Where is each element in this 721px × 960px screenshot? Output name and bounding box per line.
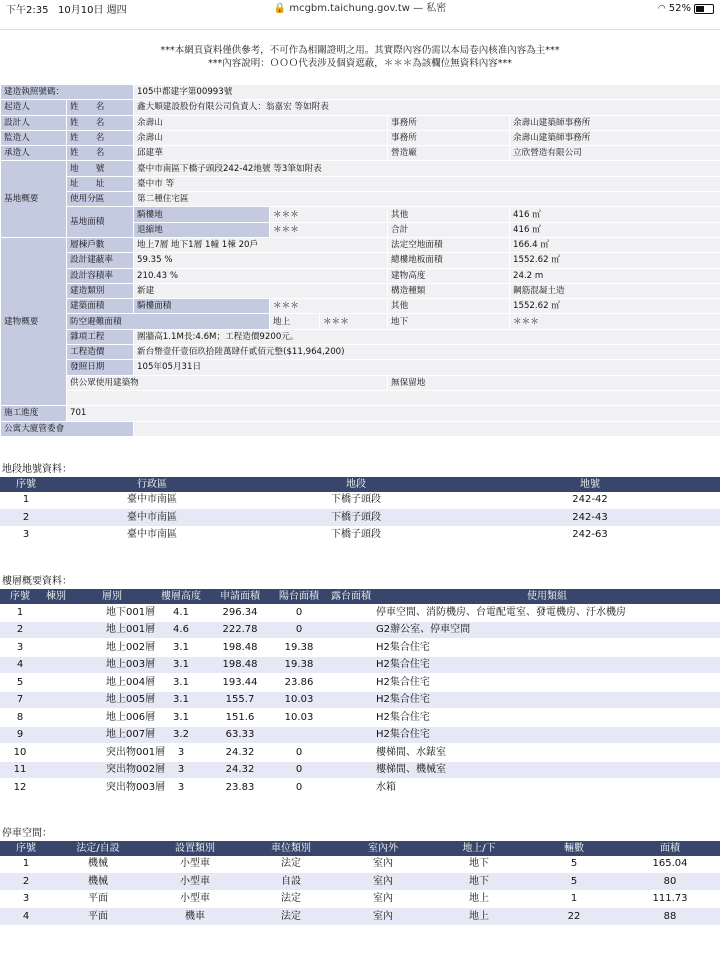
floors-row-cell: 23.83	[210, 779, 270, 797]
parking-row-cell: 地下	[430, 873, 528, 891]
misc-value: 圍牆高1.1M長:4.6M；工程造價9200元。	[134, 329, 721, 344]
row-lot	[1, 161, 721, 176]
land-row-cell: 242-43	[460, 509, 720, 527]
far-label: 設計容積率	[67, 268, 134, 283]
parking-col-type: 法定/自設	[52, 841, 144, 856]
height-label: 建物高度	[388, 268, 510, 283]
battery-percent: 52%	[668, 3, 691, 14]
floors-row-cell: 11	[0, 761, 40, 779]
floors-row-cell	[328, 639, 374, 657]
issue-value: 105年05月31日	[134, 360, 721, 375]
floors-row-cell: 10	[0, 744, 40, 762]
floors-row-cell: 193.44	[210, 674, 270, 692]
coverage-label: 設計建蔽率	[67, 253, 134, 268]
floors-row-cell	[328, 761, 374, 779]
blank-cell	[67, 390, 721, 405]
floors-col-terrace: 露台面積	[328, 589, 374, 604]
floors-row-cell	[40, 621, 72, 639]
land-col-index: 序號	[0, 477, 52, 492]
floors-row-cell: 3.1	[152, 674, 210, 692]
address-value: 臺中市 等	[134, 176, 721, 191]
land-row-cell: 臺中市南區	[52, 526, 252, 544]
floors-header-row	[0, 589, 720, 604]
designer-office: 余壽山建築師事務所	[510, 115, 721, 130]
row-designer	[1, 115, 721, 130]
parking-row-cell: 機車	[144, 908, 246, 926]
site-area-label: 基地面積	[67, 207, 134, 238]
floors-row-cell	[40, 674, 72, 692]
floors-row-cell: 23.86	[270, 674, 328, 692]
floors-row-cell	[328, 674, 374, 692]
floors-col-level: 層別	[72, 589, 152, 604]
parking-row-cell: 165.04	[620, 856, 720, 873]
progress-label: 施工進度	[1, 406, 67, 421]
land-row-cell: 下橋子頭段	[252, 509, 460, 527]
row-starter	[1, 100, 721, 115]
parking-col-indoor: 室內外	[336, 841, 430, 856]
floors-row-cell: 9	[0, 726, 40, 744]
zone-label: 使用分區	[67, 192, 134, 207]
floor-area-value: 1552.62 ㎡	[510, 253, 721, 268]
lot-value: 臺中市南區下橋子頭段242-42地號 等3筆如附表	[134, 161, 721, 176]
floors-row-cell: H2集合住宅	[374, 691, 720, 709]
parking-col-count: 輛數	[528, 841, 620, 856]
parking-header-row	[0, 841, 720, 856]
floors-row-cell: 2	[0, 621, 40, 639]
parking-row	[0, 873, 720, 891]
parking-row-cell: 法定	[246, 856, 336, 873]
cost-label: 工程造價	[67, 345, 134, 360]
floors-row-cell	[40, 761, 72, 779]
browser-toolbar	[0, 17, 720, 30]
floors-row-cell: 3.1	[152, 639, 210, 657]
floors-row-cell: 3.1	[152, 691, 210, 709]
floors-row-cell: 8	[0, 709, 40, 727]
floors-row-cell: 155.7	[210, 691, 270, 709]
name-label: 姓 名	[67, 100, 134, 115]
land-col-lot: 地號	[460, 477, 720, 492]
land-section-title: 地段地號資料：	[2, 463, 72, 475]
floors-row-cell: 水箱	[374, 779, 720, 797]
committee-label: 公寓大廈管委會	[1, 421, 134, 436]
structure-value: 鋼筋混凝土造	[510, 283, 721, 298]
floors-row-cell: 地上003層	[72, 656, 152, 674]
parking-row-cell: 80	[620, 873, 720, 891]
land-row	[0, 492, 720, 509]
contractor-label: 承造人	[1, 146, 67, 161]
floors-row-cell: 0	[270, 761, 328, 779]
permit-label: 建造執照號碼：	[1, 85, 134, 100]
parking-row-cell: 111.73	[620, 890, 720, 908]
floors-row-cell: 19.38	[270, 639, 328, 657]
floors-row-cell: 3.2	[152, 726, 210, 744]
battery-fill	[696, 6, 704, 12]
parking-row-cell: 自設	[246, 873, 336, 891]
parking-row-cell: 5	[528, 873, 620, 891]
other-label: 其他	[388, 207, 510, 222]
permit-info-table	[0, 84, 721, 437]
floors-row-cell: 3.1	[152, 709, 210, 727]
floors-section-title: 樓層概要資料：	[2, 576, 72, 588]
parking-row-cell: 地下	[430, 856, 528, 873]
status-date: 10月10日 週四	[58, 5, 127, 16]
parking-row-cell: 1	[528, 890, 620, 908]
floors-row	[0, 604, 720, 621]
land-row-cell: 242-42	[460, 492, 720, 509]
floors-label: 層棟戶數	[67, 237, 134, 252]
floors-row-cell: H2集合住宅	[374, 639, 720, 657]
floors-row-cell	[328, 726, 374, 744]
land-table	[0, 477, 720, 545]
parking-row-cell: 小型車	[144, 890, 246, 908]
floors-row-cell	[40, 656, 72, 674]
parking-row-cell: 4	[0, 908, 52, 926]
parking-row	[0, 856, 720, 873]
parking-row-cell: 平面	[52, 908, 144, 926]
land-col-section: 地段	[252, 477, 460, 492]
far-value: 210.43 %	[134, 268, 388, 283]
designer-name: 余壽山	[134, 115, 388, 130]
arcade-area-label: 騎樓面積	[134, 299, 270, 314]
parking-row-cell: 室內	[336, 856, 430, 873]
floors-col-usage: 使用類組	[374, 589, 720, 604]
floors-row-cell: 地上006層	[72, 709, 152, 727]
supervisor-office: 余壽山建築師事務所	[510, 130, 721, 145]
floors-row-cell	[328, 691, 374, 709]
row-far	[1, 268, 721, 283]
notice-line-1: ***本網頁資料僅供參考，不可作為相關證明之用。其實際內容仍需以本局卷內核准內容為主***	[160, 45, 560, 56]
floors-table	[0, 589, 720, 797]
floors-row-cell	[40, 604, 72, 621]
floors-row-cell: H2集合住宅	[374, 709, 720, 727]
floors-row-cell: 突出物002層	[72, 761, 152, 779]
parking-table	[0, 841, 720, 926]
floors-row	[0, 779, 720, 797]
land-row-cell: 242-63	[460, 526, 720, 544]
name-label: 姓 名	[67, 146, 134, 161]
site-total-value: 416 ㎡	[510, 222, 721, 237]
starter-label: 起造人	[1, 100, 67, 115]
land-row-cell: 臺中市南區	[52, 509, 252, 527]
floors-row	[0, 726, 720, 744]
arcade-value: ＊＊＊	[270, 207, 388, 222]
height-value: 24.2 m	[510, 268, 721, 283]
floors-row-cell: 296.34	[210, 604, 270, 621]
coverage-value: 59.35 %	[134, 253, 388, 268]
floors-row-cell: 0	[270, 779, 328, 797]
row-floors	[1, 237, 721, 252]
url-text: mcgbm.taichung.gov.tw — 私密	[289, 3, 447, 14]
floors-col-index: 序號	[0, 589, 40, 604]
floors-row-cell	[328, 779, 374, 797]
zone-value: 第二種住宅區	[134, 192, 721, 207]
parking-row-cell: 3	[0, 890, 52, 908]
floors-row-cell: 4.6	[152, 621, 210, 639]
floors-row-cell	[40, 691, 72, 709]
floors-col-balcony: 陽台面積	[270, 589, 328, 604]
disclaimer-notice	[0, 30, 720, 76]
lock-icon: 🔒	[273, 3, 287, 14]
floors-row-cell: G2辦公室、停車空間	[374, 621, 720, 639]
floors-row-cell: H2集合住宅	[374, 726, 720, 744]
parking-row-cell: 室內	[336, 890, 430, 908]
floors-row-cell: 222.78	[210, 621, 270, 639]
row-coverage	[1, 253, 721, 268]
land-row-cell: 下橋子頭段	[252, 492, 460, 509]
progress-value: 701	[67, 406, 721, 421]
floors-row-cell: 樓梯間、機械室	[374, 761, 720, 779]
lot-label: 地 號	[67, 161, 134, 176]
name-label: 姓 名	[67, 130, 134, 145]
floors-row-cell: 3	[152, 779, 210, 797]
row-permit	[1, 85, 721, 100]
floors-row	[0, 639, 720, 657]
floors-row-cell: 7	[0, 691, 40, 709]
floors-row-cell: 198.48	[210, 656, 270, 674]
floors-row-cell: 3	[152, 761, 210, 779]
row-build-type	[1, 283, 721, 298]
floors-row-cell	[328, 604, 374, 621]
row-build-area	[1, 299, 721, 314]
total-label: 合計	[388, 222, 510, 237]
floors-row-cell: 地上001層	[72, 621, 152, 639]
parking-col-level: 地上/下	[430, 841, 528, 856]
parking-row-cell: 法定	[246, 908, 336, 926]
supervisor-label: 監造人	[1, 130, 67, 145]
parking-row-cell: 1	[0, 856, 52, 873]
parking-section-title: 停車空間：	[2, 827, 52, 839]
floors-row	[0, 761, 720, 779]
misc-label: 雜項工程	[67, 329, 134, 344]
land-row-cell: 下橋子頭段	[252, 526, 460, 544]
below-label: 地下	[388, 314, 510, 329]
floors-row-cell: 突出物001層	[72, 744, 152, 762]
floors-row-cell	[40, 726, 72, 744]
floors-row-cell: 151.6	[210, 709, 270, 727]
floors-row-cell: 63.33	[210, 726, 270, 744]
status-bar	[0, 0, 720, 17]
floors-row-cell: 地上007層	[72, 726, 152, 744]
row-site-area-1	[1, 207, 721, 222]
supervisor-name: 余壽山	[134, 130, 388, 145]
parking-col-area: 面積	[620, 841, 720, 856]
arcade-label: 騎樓地	[134, 207, 270, 222]
build-type-value: 新建	[134, 283, 388, 298]
land-row-cell: 3	[0, 526, 52, 544]
floors-row-cell: 突出物003層	[72, 779, 152, 797]
structure-label: 構造種類	[388, 283, 510, 298]
floors-col-building: 棟別	[40, 589, 72, 604]
parking-row-cell: 室內	[336, 908, 430, 926]
floors-row-cell: 3	[152, 744, 210, 762]
legal-area-label: 法定空地面積	[388, 237, 510, 252]
land-row-cell: 1	[0, 492, 52, 509]
floors-row-cell	[40, 779, 72, 797]
row-address	[1, 176, 721, 191]
address-label: 址 址	[67, 176, 134, 191]
floors-row-cell	[328, 656, 374, 674]
starter-name: 鑫大順建設股份有限公司負責人：翁嘉宏 等如附表	[134, 100, 721, 115]
floors-row-cell: 0	[270, 604, 328, 621]
floors-row	[0, 691, 720, 709]
floors-row-cell: 地下001層	[72, 604, 152, 621]
permit-value: 105中都建字第00993號	[134, 85, 721, 100]
shelter-label: 防空避難面積	[67, 314, 270, 329]
parking-col-index: 序號	[0, 841, 52, 856]
floors-row-cell	[270, 726, 328, 744]
parking-row-cell: 小型車	[144, 873, 246, 891]
site-other-value: 416 ㎡	[510, 207, 721, 222]
office-label: 事務所	[388, 115, 510, 130]
row-zone	[1, 192, 721, 207]
below-value: ＊＊＊	[510, 314, 721, 329]
floors-row	[0, 621, 720, 639]
parking-row-cell: 5	[528, 856, 620, 873]
contractor-factory: 立欣營造有限公司	[510, 146, 721, 161]
floors-row-cell	[40, 744, 72, 762]
row-public	[1, 375, 721, 390]
floors-row	[0, 674, 720, 692]
parking-row-cell: 地上	[430, 890, 528, 908]
legal-area-value: 166.4 ㎡	[510, 237, 721, 252]
floors-row-cell	[328, 744, 374, 762]
floors-row-cell: 地上005層	[72, 691, 152, 709]
name-label: 姓 名	[67, 115, 134, 130]
floors-row-cell	[40, 709, 72, 727]
floors-row-cell: 198.48	[210, 639, 270, 657]
address-bar[interactable]	[0, 0, 720, 17]
row-issue	[1, 360, 721, 375]
floors-row	[0, 744, 720, 762]
building-label: 建物概要	[1, 237, 67, 405]
parking-col-slot: 車位類別	[246, 841, 336, 856]
floors-row-cell: 4	[0, 656, 40, 674]
cost-value: 新台幣壹仟壹佰玖拾陸萬肆仟貳佰元整($11,964,200)	[134, 345, 721, 360]
factory-label: 營造廠	[388, 146, 510, 161]
wifi-icon: ◠	[657, 3, 666, 14]
parking-row-cell: 機械	[52, 856, 144, 873]
above-value: ＊＊＊	[320, 314, 388, 329]
parking-row-cell: 機械	[52, 873, 144, 891]
floors-row-cell: 0	[270, 744, 328, 762]
designer-label: 設計人	[1, 115, 67, 130]
public-label: 供公眾使用建築物	[67, 375, 388, 390]
land-row-cell: 臺中市南區	[52, 492, 252, 509]
site-label: 基地概要	[1, 161, 67, 237]
floors-row	[0, 656, 720, 674]
row-contractor	[1, 146, 721, 161]
setback-value: ＊＊＊	[270, 222, 388, 237]
battery-icon	[694, 4, 714, 14]
floors-row-cell	[328, 709, 374, 727]
parking-row	[0, 908, 720, 926]
reserved-label: 無保留地	[388, 375, 721, 390]
floors-row-cell: 24.32	[210, 761, 270, 779]
floors-row-cell: 0	[270, 621, 328, 639]
floors-row-cell	[328, 621, 374, 639]
floors-row	[0, 709, 720, 727]
parking-row-cell: 室內	[336, 873, 430, 891]
setback-label: 退縮地	[134, 222, 270, 237]
build-type-label: 建造類別	[67, 283, 134, 298]
floors-row-cell: 12	[0, 779, 40, 797]
other-label: 其他	[388, 299, 510, 314]
parking-row-cell: 小型車	[144, 856, 246, 873]
floors-row-cell: 5	[0, 674, 40, 692]
build-other-value: 1552.62 ㎡	[510, 299, 721, 314]
floors-row-cell: 3	[0, 639, 40, 657]
committee-value	[134, 421, 721, 436]
row-spacer	[1, 390, 721, 405]
build-area-label: 建築面積	[67, 299, 134, 314]
floors-value: 地上7層 地下1層 1幢 1棟 20戶	[134, 237, 388, 252]
floors-row-cell: 地上002層	[72, 639, 152, 657]
parking-row	[0, 890, 720, 908]
row-shelter	[1, 314, 721, 329]
contractor-name: 邱建華	[134, 146, 388, 161]
floors-row-cell: 樓梯間、水錶室	[374, 744, 720, 762]
floors-row-cell: 1	[0, 604, 40, 621]
floors-row-cell: 10.03	[270, 691, 328, 709]
floors-row-cell: 10.03	[270, 709, 328, 727]
above-label: 地上	[270, 314, 320, 329]
land-col-district: 行政區	[52, 477, 252, 492]
floors-row-cell: 3.1	[152, 656, 210, 674]
floors-row-cell: 4.1	[152, 604, 210, 621]
floors-row-cell: 19.38	[270, 656, 328, 674]
parking-row-cell: 法定	[246, 890, 336, 908]
parking-row-cell: 2	[0, 873, 52, 891]
parking-row-cell: 地上	[430, 908, 528, 926]
floors-col-area: 申請面積	[210, 589, 270, 604]
issue-label: 發照日期	[67, 360, 134, 375]
floors-row-cell: 地上004層	[72, 674, 152, 692]
office-label: 事務所	[388, 130, 510, 145]
floors-row-cell: 24.32	[210, 744, 270, 762]
floors-col-height: 樓層高度	[152, 589, 210, 604]
floor-area-label: 總樓地板面積	[388, 253, 510, 268]
row-progress	[1, 406, 721, 421]
parking-row-cell: 22	[528, 908, 620, 926]
land-header-row	[0, 477, 720, 492]
parking-col-category: 設置類別	[144, 841, 246, 856]
row-cost	[1, 345, 721, 360]
land-row	[0, 526, 720, 544]
floors-row-cell: H2集合住宅	[374, 656, 720, 674]
parking-row-cell: 88	[620, 908, 720, 926]
row-supervisor	[1, 130, 721, 145]
land-row	[0, 509, 720, 527]
floors-row-cell	[40, 639, 72, 657]
row-misc	[1, 329, 721, 344]
row-committee	[1, 421, 721, 436]
floors-row-cell: 停車空間、消防機房、台電配電室、發電機房、汙水機房	[374, 604, 720, 621]
notice-line-2: ***內容說明：ＯＯＯ代表涉及個資遮蔽，＊＊＊為該欄位無資料內容***	[207, 58, 512, 69]
floors-row-cell: H2集合住宅	[374, 674, 720, 692]
land-row-cell: 2	[0, 509, 52, 527]
arcade-area-value: ＊＊＊	[270, 299, 388, 314]
parking-row-cell: 平面	[52, 890, 144, 908]
status-time: 下午2:35	[6, 5, 49, 16]
